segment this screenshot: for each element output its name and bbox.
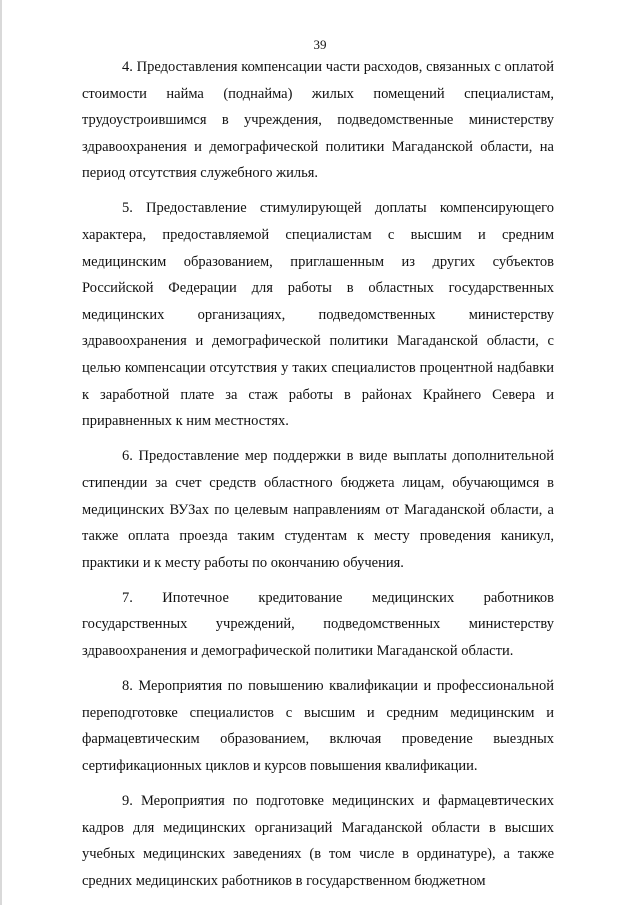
paragraph-5: 5. Предоставление стимулирующей доплаты компенсирующего характера, предоставляемой специалистам с высшим и средним медицинским образованием, приглашенным из других субъектов Российской Федерации для работы в областных государственных медицинских организациях, подведомственных министерству здравоохранения и демографической политики Магаданской области, с целью компенсации отсутствия у таких специалистов процентной надбавки к заработной плате за стаж работы в районах Крайнего Севера и приравненных к ним местностях. xyxy=(82,200,554,430)
paragraph-8: 8. Мероприятия по повышению квалификации и профессиональной переподготовке специалистов с высшим и средним медицинским и фармацевтическим образованием, включая проведение выездных сертификационных циклов и курсов повышения квалификации. xyxy=(82,678,554,774)
paragraph-9: 9. Мероприятия по подготовке медицинских и фармацевтических кадров для медицинских организаций Магаданской области в высших учебных медицинских заведениях (в том числе в ординатуре), а также средних медицинских работников в государственном бюджетном xyxy=(82,792,554,889)
document-body xyxy=(82,54,554,903)
page-edge xyxy=(0,0,2,905)
paragraph-4: 4. Предоставления компенсации части расходов, связанных с оплатой стоимости найма (поднайма) жилых помещений специалистам, трудоустроившимся в учреждения, подведомственные министерству здравоохранения и демографической политики Магаданской области, на период отсутствия служебного жилья. xyxy=(82,59,554,182)
paragraph-6: 6. Предоставление мер поддержки в виде выплаты дополнительной стипендии за счет средств областного бюджета лицам, обучающимся в медицинских ВУЗах по целевым направлениям от Магаданской области, а также оплата проезда таким студентам к месту проведения каникул, практики и к месту работы по окончанию обучения. xyxy=(82,448,554,571)
paragraph-7: 7. Ипотечное кредитование медицинских работников государственных учреждений, подведомственных министерству здравоохранения и демографической политики Магаданской области. xyxy=(82,589,554,659)
page-number: 39 xyxy=(313,37,327,52)
